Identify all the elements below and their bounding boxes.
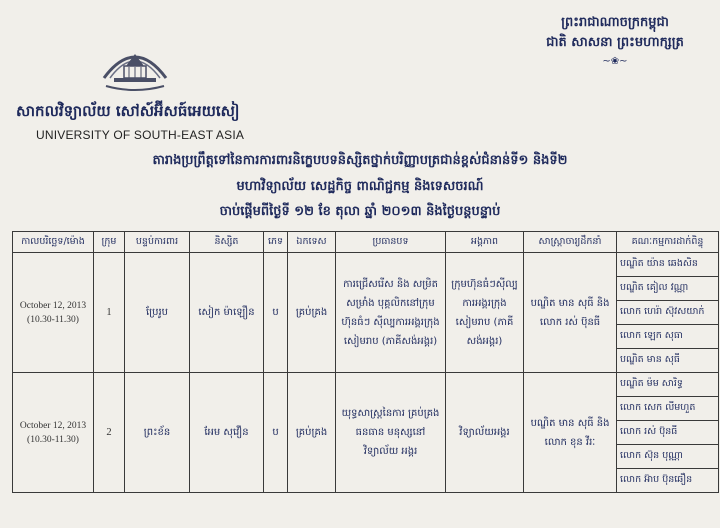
cell-major: គ្រប់គ្រង xyxy=(288,373,336,493)
committee-member: បណ្ឌិត យ៉ាន ឆេងសិន xyxy=(617,253,718,277)
cell-topic: ការជ្រើសរើស និង សម្រិតសម្រាំង បុគ្គលិកនៅក្រុមហ៊ុនធំៗ ស៊ីល្បការអង្គរក្រុង សៀមរាប (ភាគីសង់អង្គរ) xyxy=(336,253,446,373)
cell-sex: ប xyxy=(264,253,288,373)
time-text: (10.30-11.30) xyxy=(27,434,79,445)
date-text: October 12, 2013 xyxy=(19,420,87,431)
committee-member: លោក ហេរ៉ា ស៊ុវសយាក់ xyxy=(617,301,718,325)
table-row xyxy=(13,253,719,373)
cell-committee xyxy=(617,253,719,373)
faculty-title: មហាវិទ្យាល័យ សេដ្ឋកិច្ច ពាណិជ្ជកម្ម និងទេសចរណ៍ xyxy=(236,179,484,194)
cell-committee xyxy=(617,373,719,493)
cell-student: សៀក ម៉ាឡឿន xyxy=(190,253,264,373)
defense-schedule-table xyxy=(12,231,719,493)
cell-date-time xyxy=(13,253,94,373)
cell-unit: វិទ្យាល័យអង្គរ xyxy=(446,373,524,493)
ornament-divider: ~❀~ xyxy=(602,56,628,67)
cell-unit: ក្រុមហ៊ុនធំៗស៊ីល្ប ការអង្គរក្រុង សៀមរាប (ភាគី សង់អង្គរ) xyxy=(446,253,524,373)
header-student: និស្សិត xyxy=(190,232,264,253)
header-topic: ប្រធានបទ xyxy=(336,232,446,253)
cell-advisor: បណ្ឌិត មាន សុធី និង លោក ខុន វីរៈ xyxy=(524,373,617,493)
cell-room: ព្រះខ័ន xyxy=(125,373,190,493)
header-sex: ភេទ xyxy=(264,232,288,253)
cell-major: គ្រប់គ្រង xyxy=(288,253,336,373)
time-text: (10.30-11.30) xyxy=(27,314,79,325)
university-logo xyxy=(96,40,174,98)
cell-room: ប្រែរូប xyxy=(125,253,190,373)
table-header-row xyxy=(13,232,719,253)
committee-member: បណ្ឌិត គៀល វណ្ណា xyxy=(617,277,718,301)
committee-member: លោក ស៊ុន បុណ្ណា xyxy=(617,445,718,469)
document-title: តារាងប្រព្រឹត្តទៅនៃការការពារនិក្ខេបបទនិស្សិតថ្នាក់បរិញ្ញាបត្រជាន់ខ្ពស់ជំនាន់ទី១ និងទី២ xyxy=(152,153,568,168)
university-name-khmer: សាកលវិទ្យាល័យ សៅស៍អ៊ីសធ៍អេយសៀ xyxy=(16,102,240,120)
committee-member: លោក រស់ ប៊ុនធី xyxy=(617,421,718,445)
cell-group: 1 xyxy=(94,253,125,373)
cell-sex: ប xyxy=(264,373,288,493)
cell-group: 2 xyxy=(94,373,125,493)
committee-member: បណ្ឌិត មាន សុធី xyxy=(620,354,680,365)
kingdom-motto-line2: ជាតិ សាសនា ព្រះមហាក្សត្រ xyxy=(546,35,684,50)
cell-student: អែម សុវឿន xyxy=(190,373,264,493)
header-major: ឯកទេស xyxy=(288,232,336,253)
committee-member: បណ្ឌិត ម៉ម សារិទ្ធ xyxy=(617,373,718,397)
header-room: បន្ទប់ការពារ xyxy=(125,232,190,253)
schedule-date-title: ចាប់ផ្តើមពីថ្ងៃទី ១២ ខែ តុលា ឆ្នាំ ២០១៣ និងថ្ងៃបន្តបន្ទាប់ xyxy=(219,204,501,219)
cell-date-time xyxy=(13,373,94,493)
committee-member: លោក អ៊ាប ប៊ុនឆឿន xyxy=(620,474,693,485)
kingdom-motto-line1: ព្រះរាជាណាចក្រកម្ពុជា xyxy=(561,15,669,30)
header-advisor: សាស្ត្រាចារ្យដឹកនាំ xyxy=(524,232,617,253)
university-name-english: UNIVERSITY OF SOUTH-EAST ASIA xyxy=(36,128,245,142)
committee-member: លោក សេក លីមហួត xyxy=(617,397,718,421)
table-row xyxy=(13,373,719,493)
cell-topic: យុទ្ធសាស្ត្រនៃការ គ្រប់គ្រងធនធាន មនុស្សនៅ វិទ្យាល័យ អង្គរ xyxy=(336,373,446,493)
date-text: October 12, 2013 xyxy=(19,300,87,311)
header-committee: គណៈកម្មការដាក់ពិន្ទុ xyxy=(617,232,719,253)
header-group: ក្រុម xyxy=(94,232,125,253)
header-unit: អង្គភាព xyxy=(446,232,524,253)
header-date-time: កាលបរិច្ឆេទ/ម៉ោង xyxy=(13,232,94,253)
committee-member: លោក ឡេក សុធា xyxy=(617,325,718,349)
cell-advisor: បណ្ឌិត មាន សុធី និង លោក រស់ ប៊ុនធី xyxy=(524,253,617,373)
